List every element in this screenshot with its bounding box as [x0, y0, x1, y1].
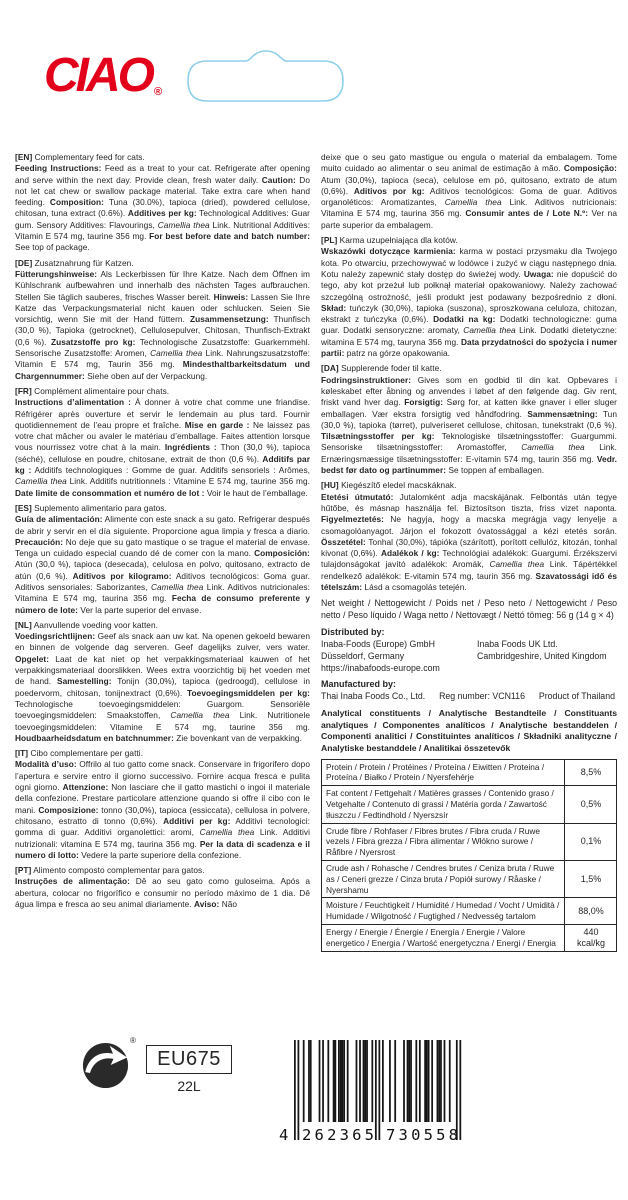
text-run: Aditivos tecnológicos: Goma guar. Aditivos sensoriales: Saborizantes, — [15, 570, 310, 592]
text-run: Link. Additifs nutritionnels : Vitamine E 574 mg, taurine 356 mg. — [66, 476, 310, 487]
analytical-label: Energy / Energie / Énergie / Energía / Energie / Valore energetico / Energia / Wartość energetyczna / Energi / Energia — [322, 925, 565, 952]
registered-trademark-icon: ® — [154, 86, 163, 98]
section-pl — [321, 235, 617, 359]
text-run: Additives per kg: — [127, 208, 197, 219]
section-fr — [15, 386, 310, 499]
analytical-label: Moisture / Feuchtigkeit / Humidité / Humedad / Vocht / Umidità / Humidade / Wilgotność / Fugtighed / Nedvesség tartalom — [322, 898, 565, 925]
text-run: Tuna (30.0%), tapioca (dried), powdered cellulose, chitosan, tuna extract (0.6%). — [15, 197, 311, 219]
right-column — [321, 152, 617, 952]
text-run: Teknologiske tilsætningsstoffer: Guargummi. Sensoriske tilsætningsstoffer: Aromastoffer, — [321, 431, 617, 453]
section-head — [321, 480, 617, 491]
text-run: No deje que su gato mastique o se trague el material de envase. Tenga un cuidado especial cuando dé de comer con la mano. — [15, 536, 310, 559]
diecut-shape-icon — [186, 50, 346, 106]
text-run: Offrilo al tuo gatto come snack. Conservare in frigorifero dopo l’apertura e servire entro il giorno successivo. Fornire acqua fresca e pulita ogni giorno. — [15, 759, 310, 793]
text-run: Samestelling: — [57, 676, 112, 687]
eu-sub-code: 22L — [177, 1078, 201, 1094]
analytical-row — [322, 861, 617, 898]
text-run: Feeding Instructions: — [15, 163, 102, 174]
text-run: Aditivos tecnológicos: Goma de guar. Aditivos organoléticos: Aromatizantes, — [321, 185, 617, 208]
text-run: Fodringsinstruktioner: — [321, 374, 412, 385]
text-run: Dê ao seu gato como guloseima. Após a abertura, colocar no frigorífico e consumir no período máximo de 1 dia. Dê água limpa e fresca ao seu animal diariamente. — [15, 876, 310, 909]
section-body — [15, 759, 310, 861]
analytical-label: Crude fibre / Rohfaser / Fibres brutes / Fibra cruda / Ruwe vezels / Fibra grezza / Fibra alimentar / Włókno surowe / Råfibre / Nyersrost — [322, 823, 565, 860]
text-run: Non lasciare che il gatto mastichi o ingoi il materiale della confezione. Prestare particolare attenzione quando si offre il cibo con le mani. — [15, 782, 311, 815]
text-run: Caution: — [261, 174, 296, 185]
section-body — [15, 876, 310, 910]
distributor-europe-city: Düsseldorf, Germany — [321, 651, 405, 662]
text-run: Dodatki technologiczne: guma guar. Dodatki sensoryczne: aromaty, — [321, 314, 617, 336]
label-text-area — [15, 152, 617, 952]
text-run: Etetési útmutató: — [321, 491, 394, 502]
text-run: Siehe oben auf der Verpackung. — [84, 370, 208, 381]
text-run: Atum (30,0%), tapioca (seca), celulose em pó, quitosano, extrato de atum (0,6%). — [321, 174, 617, 196]
section-body — [321, 375, 617, 477]
text-run: Attenzione: — [62, 782, 109, 793]
eu-approval-code: EU675 — [146, 1045, 232, 1074]
manufacturer-reg-number: Reg number: VCN116 — [439, 691, 525, 702]
text-run: Camellia thea — [170, 710, 230, 721]
text-run: Tun (30,0 %), tapioka (tørret), pulveriseret cellulose, chitosan, tunekstrakt (0,6 %). — [321, 408, 617, 430]
text-run: Vedere la parte superiore della confezione. — [78, 849, 242, 860]
text-run: Thon (30,0 %), tapioca (séché), cellulose en poudre, chitosane, extrait de thon (0,6 %). — [15, 442, 310, 464]
text-run: [DE] — [15, 257, 33, 268]
manufacturer-line — [321, 690, 617, 702]
text-run: Link. Dodatki dietetyczne: witamina E 574 mg, tauryna 356 mg. — [321, 325, 617, 347]
analytical-row — [322, 786, 617, 823]
section-head — [15, 748, 310, 759]
text-run: Lásd a csomagolás tetején. — [362, 581, 467, 592]
section-body — [15, 163, 310, 253]
barcode-digits — [280, 1124, 466, 1146]
text-run: Adalékok / kg: — [380, 548, 440, 559]
brand-logo-text: CIAO — [44, 49, 152, 102]
analytical-label: Fat content / Fettgehalt / Matières grasses / Contenido graso / Vetgehalte / Contenuto di grassi / Matéria gorda / Zawartość tłuszczu / Fedtindhold / Nyerszsír — [322, 786, 565, 823]
text-run: [DA] — [321, 363, 339, 374]
analytical-value: 440 kcal/kg — [565, 925, 617, 952]
manufacturer-name: Thai Inaba Foods Co., Ltd. — [321, 691, 426, 702]
section-head — [15, 620, 310, 631]
section-pt-continued — [321, 152, 617, 231]
diecut-window-outline — [186, 50, 346, 111]
text-run: Complément alimentaire pour chats. — [31, 385, 170, 396]
text-run: Link. Nutritionele toevoegingsmiddelen: Vitamine E 574 mg, taurine 356 mg. — [15, 710, 310, 732]
text-run: Additifs technologiques : Gomme de guar. Additifs sensoriels : Arômes, — [31, 465, 311, 476]
text-run: karma w postaci przysmaku dla Twojego kota. Po otwarciu, przechowywać w lodówce i zużyć w ciągu następnego dnia. Kotu należy zapewnić stały dostęp do świeżej wody. — [321, 246, 617, 279]
text-run: Wskazówki dotyczące karmienia: — [321, 246, 456, 257]
text-run: Feed as a treat to your cat. Refrigerate after opening and serve within the next day. Provide clean, fresh water daily. — [15, 163, 310, 185]
distributed-by-block — [321, 626, 617, 674]
text-run: Camellia thea — [463, 325, 516, 336]
section-body — [15, 631, 310, 744]
text-run: Consumir antes de / Lote N.º: — [465, 208, 589, 219]
section-head — [321, 235, 617, 246]
text-run: Camellia thea — [15, 476, 67, 487]
text-run: Modalità d’uso: — [15, 759, 77, 770]
text-run: nie dopuścić do tego, aby kot przeżuł lub połknął materiał opakowaniowy. Należy zachować szczególną ostrożność, jeśli produkt jest podawany bezpośrednio z dłoni. — [321, 268, 618, 302]
text-run: [HU] — [321, 480, 339, 491]
text-run: Link. Nutritional Additives: Vitamin E 574 mg, taurine 356 mg. — [15, 219, 310, 242]
text-run: Link. Nahrungszusatzstoffe: Vitamin E 574 mg, Taurin 356 mg. — [15, 348, 310, 370]
text-run: Tilsætningsstoffer per kg: — [321, 431, 435, 442]
text-run: Per la data di scadenza e il numero di lotto: — [15, 838, 310, 860]
text-run: Aviso: — [194, 899, 220, 909]
text-run: Als Leckerbissen für Ihre Katze. Nach dem Öffnen im Kühlschrank aufbewahren und innerhalb des nächsten Tages aufbrauchen. Stellen Sie täglich sauberes, frisches Wasser bereit. — [15, 268, 310, 302]
analytical-row — [322, 823, 617, 860]
text-run: Voedingsrichtlijnen: — [15, 631, 96, 642]
section-da — [321, 363, 617, 476]
text-run: Additivi tecnologici: gomma di guar. Additivi organolettici: aromi, — [15, 815, 310, 838]
text-run: Figyelmeztetés: — [321, 514, 384, 525]
text-run: Vedr. bedst før dato og partinummer: — [321, 453, 617, 476]
section-head — [15, 152, 310, 163]
analytical-row — [322, 898, 617, 925]
text-run: Összetétel: — [321, 536, 366, 547]
text-run: Karma uzupełniająca dla kotów. — [337, 235, 458, 246]
text-run: Link. Ernæringsmæssige tilsætningsstoffer: E-vitamin 574 mg, taurin 356 mg. — [321, 442, 617, 464]
text-run: Composición: — [254, 548, 310, 559]
section-body — [15, 397, 310, 499]
text-run: Aditivos por kilogramo: — [72, 570, 172, 581]
analytical-value: 8,5% — [565, 759, 617, 786]
text-run: Camellia thea — [521, 442, 585, 453]
section-head — [15, 503, 310, 514]
analytical-table — [321, 759, 617, 952]
text-run: Zie bovenkant van de verpakking. — [173, 732, 302, 743]
section-head — [15, 258, 310, 269]
footer — [0, 1036, 628, 1166]
analytical-value: 88,0% — [565, 898, 617, 925]
text-run: [ES] — [15, 502, 32, 513]
analytical-label: Crude ash / Rohasche / Cendres brutes / Ceniza bruta / Ruwe as / Ceneri grezze / Cinza bruta / Popiół surowy / Råaske / Nyershamu — [322, 861, 565, 898]
section-body — [321, 492, 617, 594]
text-run: [PT] — [15, 865, 32, 876]
section-en — [15, 152, 310, 254]
text-run: Ver na parte superior da embalagem. — [321, 208, 617, 230]
text-run: Laat de kat niet op het verpakkingsmateriaal kauwen of het verpakkingsmateriaal doorslikken. Wees extra voorzichtig bij het voeden met de hand. — [15, 653, 310, 687]
text-run: Technológiai adalékok: Guargumi. Érzékszervi tulajdonságokat javító adalékok: Aromák, — [321, 548, 618, 570]
barcode-left-group: 262365 — [302, 1126, 378, 1144]
text-run: Sørg for, at katten ikke gnaver i eller sluger emballagen. Vær ekstra forsigtig ved håndfodring. — [321, 397, 617, 419]
text-run: Camellia thea — [150, 581, 204, 592]
analytical-row — [322, 759, 617, 786]
text-run: Technologische toevoegingsmiddelen: Guargom. Sensoriële toevoegingsmiddelen: Smaakstoffen, — [15, 698, 310, 721]
text-run: tuńczyk (30,0%), tapioka (suszona), sproszkowana celuloza, chitozan, ekstrakt z tuńczyka (0,6%). — [321, 302, 617, 325]
section-hu — [321, 480, 617, 593]
distributed-by-label: Distributed by: — [321, 627, 385, 638]
text-run: Technological Additives: Guar gum. Sensory Additives: Flavourings, — [15, 208, 310, 230]
text-run: Fecha de consumo preferente y número de lote: — [15, 593, 310, 615]
text-run: Link. Additivi nutrizionali: vitamina E 574 mg, taurina 356 mg. — [15, 827, 310, 849]
text-run: Zusatzstoffe pro kg: — [50, 336, 136, 347]
text-run: Suplemento alimentario para gatos. — [31, 502, 167, 513]
text-run: [NL] — [15, 619, 32, 630]
text-run: Camellia thea — [157, 219, 210, 230]
text-run: Camellia thea — [489, 559, 545, 570]
text-run: Skład: — [321, 302, 347, 313]
text-run: Instruções de alimentação: — [15, 876, 130, 887]
section-es — [15, 503, 310, 616]
text-run: Ingrédients : — [164, 442, 217, 453]
analytical-row — [322, 925, 617, 952]
text-run: Zusatznahrung für Katzen. — [32, 257, 134, 268]
manufactured-by-label: Manufactured by: — [321, 679, 397, 690]
text-run: Lassen Sie Ihre Katze das Verpackungsmaterial nicht kauen oder schlucken. Seien Sie vorsichtig, wenn Sie mit der Hand füttern. — [15, 291, 310, 325]
text-run: For best before date and batch number: — [149, 231, 311, 242]
text-run: deixe que o seu gato mastigue ou engula o material da embalagem. Tome muito cuidado ao alimentar o seu animal de estimação à mão. — [321, 152, 617, 174]
text-run: Instructions d’alimentation : — [15, 397, 131, 408]
section-it — [15, 748, 310, 861]
text-run: patrz na górze opakowania. — [344, 348, 450, 359]
text-run: Link. Aditivos nutricionales: Vitamina E 574 mg, taurina 356 mg. — [15, 581, 310, 604]
text-run: Supplerende foder til katte. — [338, 363, 442, 374]
analytical-value: 0,5% — [565, 786, 617, 823]
text-run: Uwaga: — [523, 268, 554, 279]
barcode-first-digit: 4 — [279, 1126, 289, 1144]
distributor-uk-name: Inaba Foods UK Ltd. — [477, 639, 558, 650]
left-column — [15, 152, 310, 952]
text-run: Geef als snack aan uw kat. Na openen gekoeld bewaren en binnen de volgende dag serveren. Geef dagelijks zuiver, vers water. — [15, 631, 310, 653]
section-nl — [15, 620, 310, 744]
text-run: Aanvullende voeding voor katten. — [31, 619, 158, 630]
text-run: Ne hagyja, hogy a macska megrágja vagy lenyelje a csomagolóanyagot. Járjon el fokozott óvatossággal a kézi etetés során. — [321, 514, 617, 536]
text-run: Alimente con este snack a su gato. Refrigerar después de abrir y servir en el día siguiente. Proporcione agua limpia y fresca a diario. — [15, 514, 310, 536]
text-run: Atún (30,0 %), tapioca (desecada), celulosa en polvo, quitosano, extracto de atún (0,6 %). — [15, 559, 310, 581]
green-dot-recycling-icon — [82, 1042, 129, 1094]
text-run: Composição: — [563, 163, 617, 174]
text-run: Thunfisch (30,0 %), Tapioka (getrocknet), Cellulosepulver, Chitosan, Thunfisch-Extrakt (0,6 %). — [15, 314, 310, 347]
distributor-europe-name: Inaba-Foods (Europe) GmbH — [321, 639, 435, 650]
text-run: Composizione: — [38, 804, 99, 815]
text-run: Tonhal (30,0%), tápióka (szárított), porított cellulóz, kitozán, tonhal kivonat (0,6%). — [321, 536, 617, 559]
section-body — [321, 152, 617, 231]
text-run: Gives som en godbid til din kat. Opbevares i køleskabet efter åbning og anvendes i løbet af den følgende dag. Giv rent, friskt vand hver dag. — [321, 374, 617, 408]
text-run: [EN] — [15, 152, 33, 162]
text-run: Camellia thea — [199, 827, 255, 838]
text-run: [IT] — [15, 748, 29, 759]
text-run: [PL] — [321, 235, 338, 246]
text-run: tonno (30,0%), tapioca (essiccata), cellulosa in polvere, chitosano, estratto di tonno (0,6%). — [15, 804, 310, 826]
text-run: Additivi per kg: — [163, 815, 231, 826]
section-body — [321, 246, 617, 359]
distributor-europe-url: https://inabafoods-europe.com — [321, 663, 440, 674]
text-run: Tonijn (30,0%), tapioca (gedroogd), cellulose in poedervorm, chitosan, tonijnextract (0,6%). — [15, 676, 310, 698]
analytical-constituents-heading: Analytical constituents / Analytische Bestandteile / Constituants analytiques / Componentes analíticos / Analytische bestanddelen / Componenti analitici / Constituintes analíticos / Składniki analityczne / Analytiske bestanddele / Analitikai összetevők — [321, 708, 617, 754]
text-run: Link. Tápértékkel rendelkező adalékok: E-vitamin 574 mg, taurin 356 mg. — [321, 559, 617, 581]
right-column-sections — [321, 152, 617, 593]
text-run: [FR] — [15, 385, 32, 396]
text-run: Do not let cat chew or swallow package material. Take extra care when hand feeding. — [15, 174, 311, 208]
text-run: Dodatki na kg: — [433, 314, 496, 325]
manufactured-by-block — [321, 678, 617, 702]
text-run: Szavatossági idő és tételszám: — [321, 570, 617, 592]
text-run: Camellia thea — [150, 348, 203, 359]
analytical-value: 0,1% — [565, 823, 617, 860]
brand-logo — [44, 49, 163, 102]
section-head — [15, 386, 310, 397]
text-run: Hinweis: — [213, 291, 249, 302]
text-run: Ne laissez pas votre chat mâcher ou avaler le matériau d’emballage. Faites attention lorsque vous nourrissez votre chat à la main. — [15, 419, 311, 453]
text-run: Forsigtig: — [404, 397, 444, 408]
text-run: Cibo complementare per gatti. — [28, 748, 144, 759]
text-run: Se toppen af emballagen. — [446, 465, 545, 476]
text-run: Data przydatności do spożycia i numer partii: — [321, 336, 617, 359]
text-run: Complementary feed for cats. — [32, 152, 145, 162]
section-head — [15, 865, 310, 876]
text-run: Jutalomként adja macskájának. Felbontás után tegye hűtőbe, és másnap használja fel. Biztosítson tiszta, friss vizet naponta. — [321, 491, 617, 513]
text-run: Precaución: — [15, 536, 64, 547]
text-run: Guía de alimentación: — [15, 514, 103, 525]
section-head — [321, 363, 617, 374]
text-run: Alimento composto complementar para gatos. — [31, 865, 205, 876]
text-run: Zusammensetzung: — [189, 314, 269, 325]
text-run: Aditivos por kg: — [353, 185, 425, 196]
text-run: Additifs par kg : — [15, 453, 310, 476]
text-run: Opgelet: — [15, 653, 50, 664]
text-run: Kiegészítő eledel macskáknak. — [338, 480, 457, 491]
text-run: Fütterungshinweise: — [15, 268, 98, 279]
net-weight: Net weight / Nettogewicht / Poids net / Peso neto / Nettogewicht / Peso netto / Peso líquido / Waga netto / Nettovægt / Nettó tömeg: 56 g (14 g × 4) — [321, 598, 617, 621]
distributor-uk — [477, 638, 623, 674]
section-de — [15, 258, 310, 382]
text-run: Camellia thea — [444, 197, 502, 208]
section-body — [15, 269, 310, 382]
text-run: Voir le haut de l’emballage. — [204, 487, 308, 498]
text-run: Composition: — [49, 197, 104, 208]
text-run: Não — [219, 899, 238, 909]
distributor-europe — [321, 638, 467, 674]
green-dot-registered-mark: ® — [130, 1036, 136, 1045]
text-run: Sammensætning: — [527, 408, 598, 419]
text-run: Ver la parte superior del envase. — [77, 604, 202, 615]
text-run: Mise en garde : — [184, 419, 250, 430]
text-run: Date limite de consommation et numéro de lot : — [15, 487, 205, 498]
text-run: Mindesthaltbarkeitsdatum und Chargennummer: — [15, 359, 310, 381]
text-run: See top of package. — [15, 242, 90, 253]
text-run: Link. Aditivos nutricionais: Vitamina E 574 mg, taurina 356 mg. — [321, 197, 617, 219]
ean13-barcode — [280, 1040, 466, 1152]
text-run: À donner à votre chat comme une friandise. Réfrigérer après ouverture et servir le lendemain au plus tard. Fournir quotidiennement de l’eau propre et fraîche. — [15, 397, 310, 430]
text-run: Technologische Zusatzstoffe: Guarkernmehl. Sensorische Zusatzstoffe: Aromen, — [15, 336, 310, 359]
section-pt — [15, 865, 310, 910]
distributor-uk-city: Cambridgeshire, United Kingdom — [477, 651, 607, 662]
section-body — [15, 514, 310, 616]
distributor-addresses — [321, 638, 617, 674]
text-run: Toevoegingsmiddelen per kg: — [187, 687, 310, 698]
analytical-value: 1,5% — [565, 861, 617, 898]
analytical-label: Protein / Protein / Protéines / Proteína / Eiwitten / Proteina / Proteína / Białko / Protein / Nyersfehérje — [322, 759, 565, 786]
manufacturer-origin: Product of Thailand — [538, 691, 615, 702]
text-run: Houdbaarheidsdatum en batchnummer: — [15, 732, 174, 743]
barcode-right-group: 730558 — [386, 1126, 462, 1144]
